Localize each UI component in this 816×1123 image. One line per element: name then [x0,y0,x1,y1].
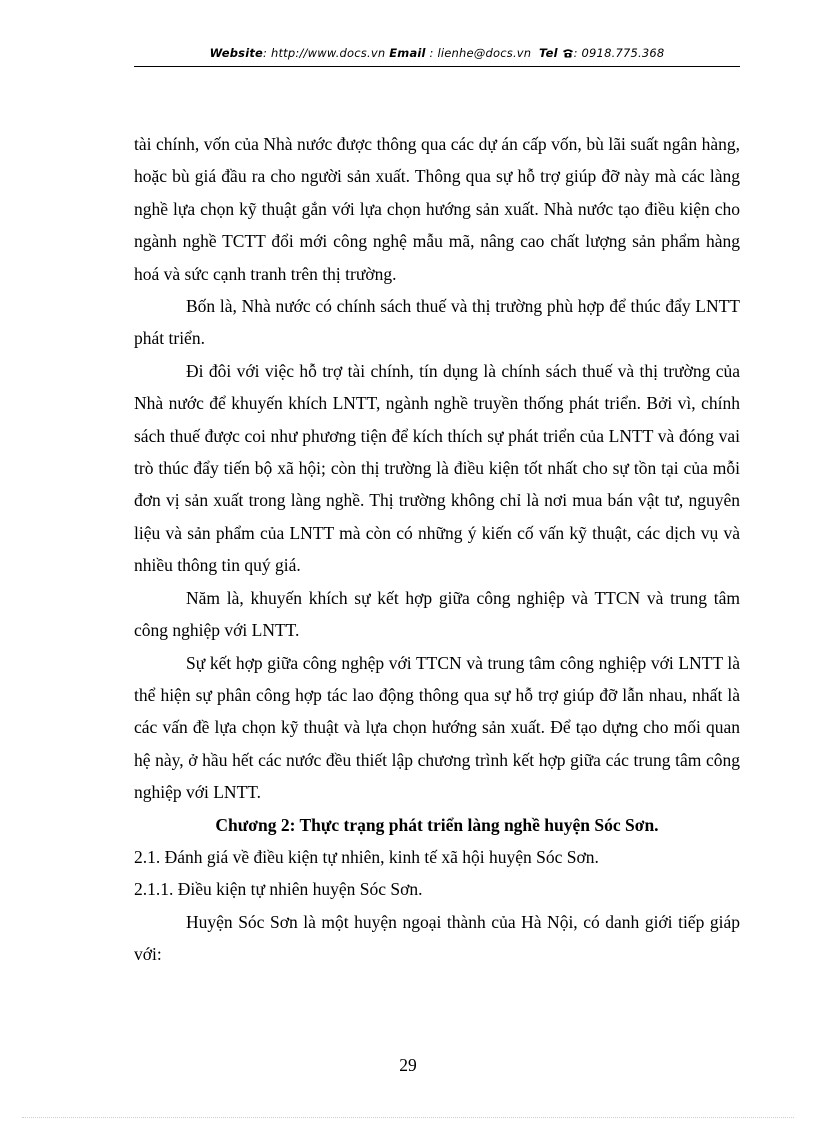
paragraph-point-five: Năm là, khuyến khích sự kết hợp giữa công nghiệp và TTCN và trung tâm công nghiệp với LNTT. [134,587,740,641]
paragraph-continuation: tài chính, vốn của Nhà nước được thông qua các dự án cấp vốn, bù lãi suất ngân hàng, hoặc bù giá đầu ra cho người sản xuất. Thông qua sự hỗ trợ giúp đỡ này mà các làng nghề lựa chọn kỹ thuật gắn với lựa chọn hướng sản xuất. Nhà nước tạo điều kiện cho ngành nghề TCTT đổi mới công nghệ mẫu mã, nâng cao chất lượng sản phẩm hàng hoá và sức cạnh tranh trên thị trường. [134,134,740,284]
website-label: Website [209,46,264,60]
paragraph-cooperation: Sự kết hợp giữa công nghệp với TTCN và trung tâm công nghiệp với LNTT là thể hiện sự phân công hợp tác lao động thông qua sự hỗ trợ giúp đỡ lẫn nhau, nhất là các vấn đề lựa chọn kỹ thuật và lựa chọn hướng sản xuất. Để tạo dựng cho mối quan hệ này, ở hầu hết các nước đều thiết lập chương trình kết hợp giữa các trung tâm công nghiệp với LNTT. [134,652,740,803]
email-address[interactable]: : lienhe@docs.vn [425,46,532,60]
tel-label: Tel [539,46,558,60]
section-heading-2-1: 2.1. Đánh giá về điều kiện tự nhiên, kinh tế xã hội huyện Sóc Sơn. [134,846,599,867]
section-heading-2-1-1: 2.1.1. Điều kiện tự nhiên huyện Sóc Sơn. [134,879,423,900]
phone-icon [562,48,574,58]
chapter-title: Chương 2: Thực trạng phát triển làng nghề huyện Sóc Sơn. [215,814,659,835]
document-body [134,128,740,971]
paragraph-soc-son: Huyện Sóc Sơn là một huyện ngoại thành của Hà Nội, có danh giới tiếp giáp với: [134,911,740,965]
header-divider [134,66,740,67]
page-number: 29 [399,1055,417,1075]
page-header [134,46,740,60]
paragraph-tax-market: Đi đôi với việc hỗ trợ tài chính, tín dụng là chính sách thuế và thị trường của Nhà nước để khuyến khích LNTT, ngành nghề truyền thống phát triển. Bởi vì, chính sách thuế được coi như phương tiện để kích thích sự phát triển của LNTT và đóng vai trò thúc đẩy tiến bộ xã hội; còn thị trường là điều kiện tốt nhất cho sự tồn tại của mỗi đơn vị sản xuất trong làng nghề. Thị trường không chỉ là nơi mua bán vật tư, nguyên liệu và sản phẩm của LNTT mà còn có những ý kiến cố vấn kỹ thuật, các dịch vụ và nhiều thông tin quý giá. [134,360,740,576]
tel-number: : 0918.775.368 [573,46,665,60]
page-bottom-border [22,1117,794,1118]
website-url[interactable]: : http://www.docs.vn [263,46,386,60]
email-label: Email [389,46,426,60]
paragraph-point-four: Bốn là, Nhà nước có chính sách thuế và thị trường phù hợp để thúc đẩy LNTT phát triển. [134,296,740,349]
